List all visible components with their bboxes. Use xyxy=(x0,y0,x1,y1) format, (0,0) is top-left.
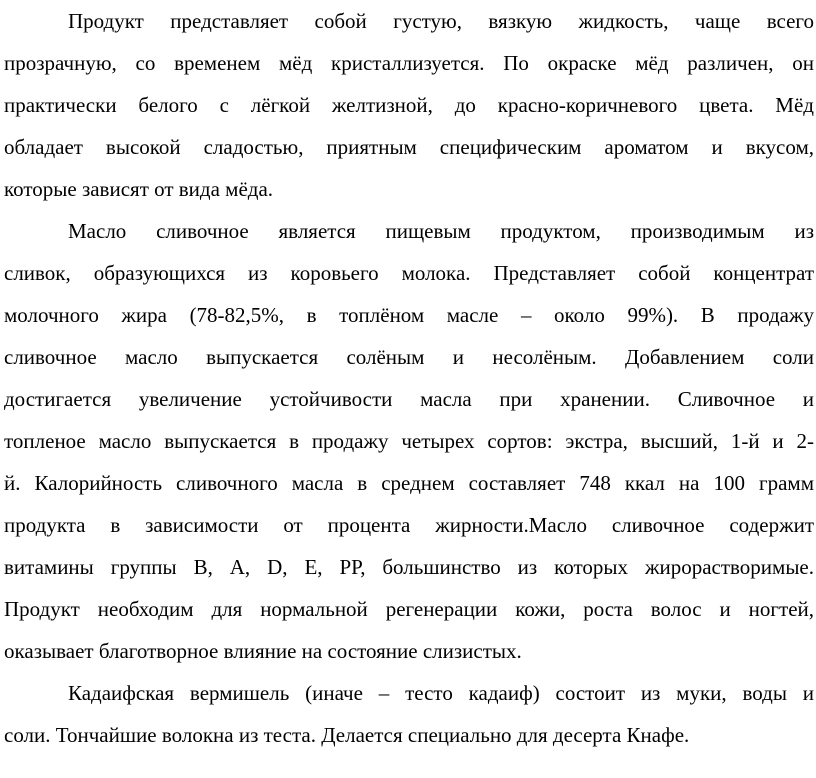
text-line: обладает высокой сладостью, приятным специфическим ароматом и вкусом, xyxy=(4,135,814,159)
text-line: практически белого с лёгкой желтизной, до красно-коричневого цвета. Мёд xyxy=(4,93,814,117)
paragraph-butter xyxy=(4,210,814,672)
text-line: которые зависят от вида мёда. xyxy=(4,177,274,201)
paragraph-honey xyxy=(4,0,814,210)
text-line: продукта в зависимости от процента жирности.Масло сливочное содержит xyxy=(4,513,814,537)
text-line: соли. Тончайшие волокна из теста. Делается специально для десерта Кнафе. xyxy=(4,723,690,747)
text-line: Масло сливочное является пищевым продуктом, производимым из xyxy=(68,219,814,243)
text-line: молочного жира (78-82,5%, в топлёном масле – около 99%). В продажу xyxy=(4,303,814,327)
paragraph-kadaif xyxy=(4,672,814,756)
text-line: прозрачную, со временем мёд кристаллизуется. По окраске мёд различен, он xyxy=(4,51,814,75)
text-line: Продукт представляет собой густую, вязкую жидкость, чаще всего xyxy=(68,9,814,33)
text-line: сливок, образующихся из коровьего молока. Представляет собой концентрат xyxy=(4,261,814,285)
text-line: оказывает благотворное влияние на состояние слизистых. xyxy=(4,639,522,663)
text-line: витамины группы В, А, D, Е, РР, большинство из которых жирорастворимые. xyxy=(4,555,814,579)
text-line: Кадаифская вермишель (иначе – тесто кадаиф) состоит из муки, воды и xyxy=(68,681,814,705)
text-line: Продукт необходим для нормальной регенерации кожи, роста волос и ногтей, xyxy=(4,597,814,621)
text-line: й. Калорийность сливочного масла в среднем составляет 748 ккал на 100 грамм xyxy=(4,471,814,495)
text-line: сливочное масло выпускается солёным и несолёным. Добавлением соли xyxy=(4,345,814,369)
text-line: топленое масло выпускается в продажу четырех сортов: экстра, высший, 1-й и 2- xyxy=(4,429,814,453)
text-line: достигается увеличение устойчивости масла при хранении. Сливочное и xyxy=(4,387,814,411)
